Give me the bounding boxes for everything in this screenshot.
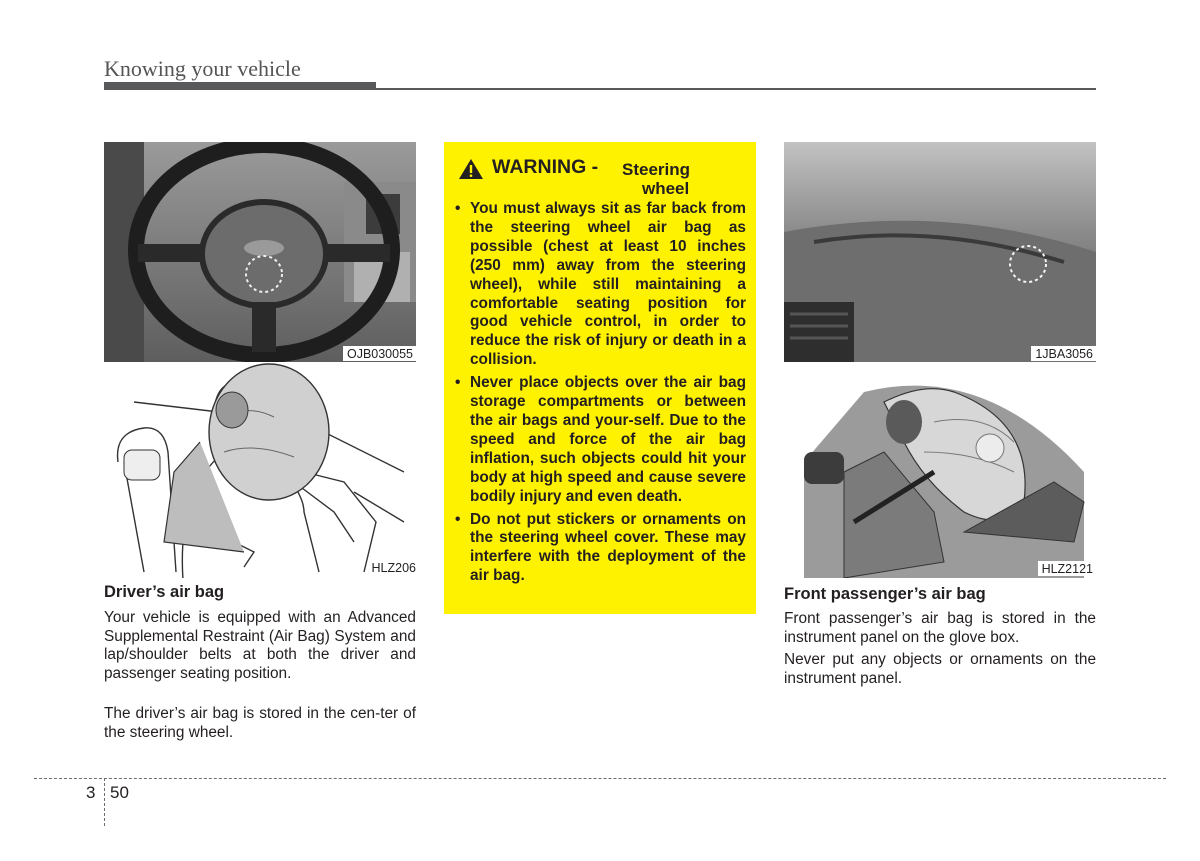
section-title: Knowing your vehicle [104, 56, 301, 81]
bullet: • [455, 374, 461, 392]
illustration-code: HLZ2121 [1038, 561, 1096, 576]
passenger-airbag-illustration [784, 362, 1096, 578]
drivers-airbag-paragraph: Your vehicle is equipped with an Advanced Supplemental Restraint (Air Bag) System and lap/shoulder belts at both the driver and passenger seating position. [104, 609, 416, 682]
header-rule-thin [376, 88, 1096, 90]
footer-divider [104, 778, 105, 826]
illustration-code: HLZ206 [371, 561, 416, 575]
dashboard-photo [784, 142, 1096, 362]
bullet: • [455, 200, 461, 217]
steering-wheel-photo [104, 142, 416, 362]
photo-code: 1JBA3056 [1031, 346, 1096, 361]
warning-list [454, 200, 746, 586]
warning-item [454, 200, 746, 370]
driver-airbag-illustration [104, 362, 416, 578]
passenger-airbag-paragraph: Front passenger’s air bag is stored in the instrument panel on the glove box. [784, 610, 1096, 646]
warning-subtitle: Steering [622, 160, 691, 179]
warning-item-text: Do not put stickers or ornaments on the steering wheel cover. These may interfere with the deployment of the air bag. [470, 510, 746, 585]
warning-item [454, 374, 746, 506]
warning-item-text: You must always sit as far back from the steering wheel air bag as possible (chest at least 10 inches (250 mm) away from the steering wheel), while still maintaining a comfortable seating position for good vehicle control, in order to reduce the risk of injury or death in a collision. [470, 200, 746, 369]
footer-divider [34, 778, 1166, 779]
chapter-number: 3 [86, 783, 96, 802]
warning-subtitle: wheel [642, 179, 690, 198]
header-rule-thick [104, 82, 376, 90]
page-number: 50 [110, 783, 129, 802]
passenger-airbag-heading: Front passenger’s air bag [784, 585, 986, 603]
warning-label: WARNING - [492, 156, 599, 178]
drivers-airbag-paragraph: The driver’s air bag is stored in the cen-ter of the steering wheel. [104, 705, 416, 741]
warning-triangle-icon [458, 158, 484, 180]
bullet: • [455, 510, 461, 528]
photo-code: OJB030055 [343, 346, 416, 361]
passenger-airbag-paragraph: Never put any objects or ornaments on the instrument panel. [784, 651, 1096, 687]
warning-item [454, 511, 746, 587]
warning-title [454, 156, 746, 200]
warning-box [444, 142, 756, 614]
drivers-airbag-heading: Driver’s air bag [104, 583, 225, 601]
warning-item-text: Never place objects over the air bag storage compartments or between the air bags and your-self. Due to the speed and force of the air bag inflation, such objects could hit your body at high speed and cause severe bodily injury and even death. [470, 374, 746, 505]
